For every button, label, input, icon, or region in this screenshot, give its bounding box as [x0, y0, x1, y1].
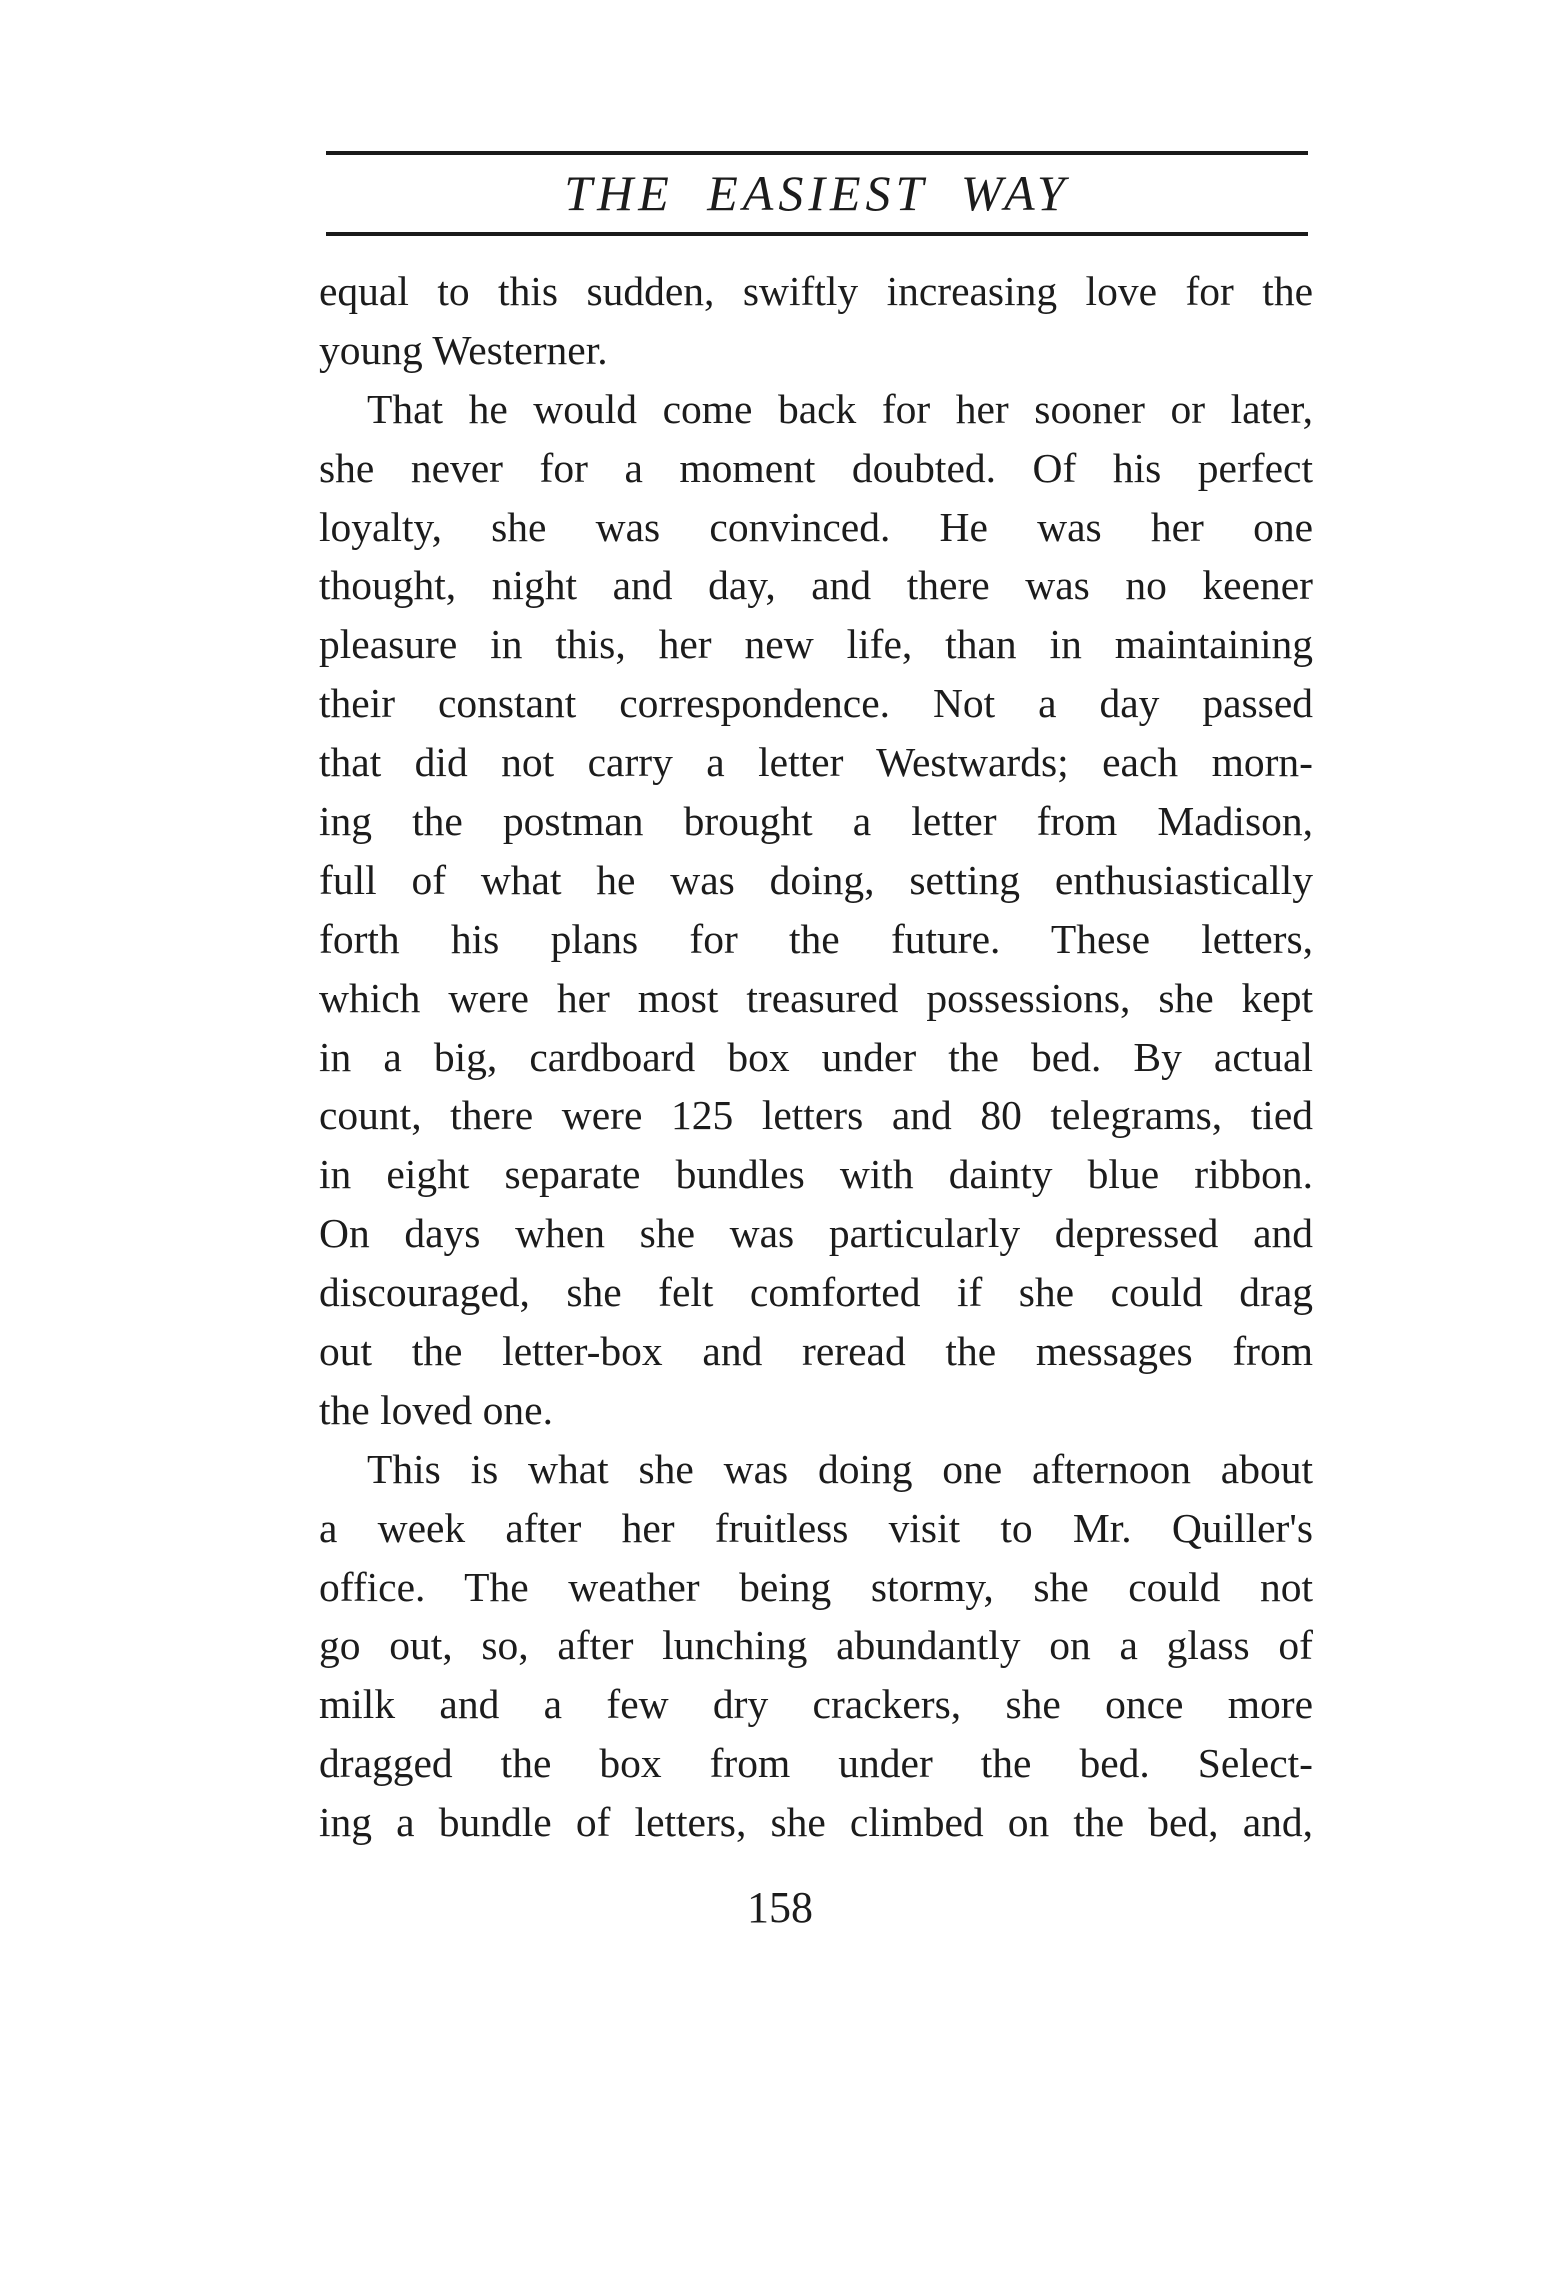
text-line: full of what he was doing, setting enthusiastically: [319, 856, 1313, 903]
text-line: pleasure in this, her new life, than in maintaining: [319, 621, 1313, 668]
text-line: ing the postman brought a letter from Madison,: [319, 798, 1313, 845]
text-line: dragged the box from under the bed. Select-: [319, 1740, 1313, 1787]
text-line: go out, so, after lunching abundantly on a glass of: [319, 1622, 1313, 1669]
text-line: young Westerner.: [319, 326, 608, 373]
text-line: thought, night and day, and there was no keener: [319, 562, 1313, 609]
text-line: ing a bundle of letters, she climbed on the bed, and,: [319, 1799, 1313, 1846]
page-number: 158: [747, 1883, 813, 1932]
text-line: out the letter-box and reread the messages from: [319, 1328, 1313, 1375]
text-line: which were her most treasured possessions, she kept: [319, 974, 1313, 1021]
text-line: This is what she was doing one afternoon about: [367, 1445, 1313, 1492]
text-line: On days when she was particularly depressed and: [319, 1210, 1313, 1257]
text-line: That he would come back for her sooner or later,: [367, 385, 1313, 432]
body-text: [319, 262, 1313, 1852]
header-rule-bottom: [326, 232, 1308, 236]
text-line: forth his plans for the future. These letters,: [319, 915, 1313, 962]
text-line: milk and a few dry crackers, she once more: [319, 1681, 1313, 1728]
text-line: in eight separate bundles with dainty blue ribbon.: [319, 1151, 1313, 1198]
header-rule-top: [326, 151, 1308, 155]
text-line: count, there were 125 letters and 80 telegrams, tied: [319, 1092, 1313, 1139]
text-line: discouraged, she felt comforted if she could drag: [319, 1269, 1313, 1316]
text-line: their constant correspondence. Not a day passed: [319, 680, 1313, 727]
text-line: equal to this sudden, swiftly increasing love for the: [319, 268, 1313, 314]
text-line: in a big, cardboard box under the bed. By actual: [319, 1033, 1313, 1080]
text-line: she never for a moment doubted. Of his perfect: [319, 444, 1313, 491]
text-line: the loved one.: [319, 1386, 553, 1433]
text-line: a week after her fruitless visit to Mr. Quiller's: [319, 1504, 1313, 1551]
text-line: loyalty, she was convinced. He was her one: [319, 503, 1313, 550]
running-head: THE EASIEST WAY: [564, 165, 1070, 221]
text-line: that did not carry a letter Westwards; each morn-: [319, 739, 1313, 786]
text-line: office. The weather being stormy, she could not: [319, 1563, 1313, 1610]
